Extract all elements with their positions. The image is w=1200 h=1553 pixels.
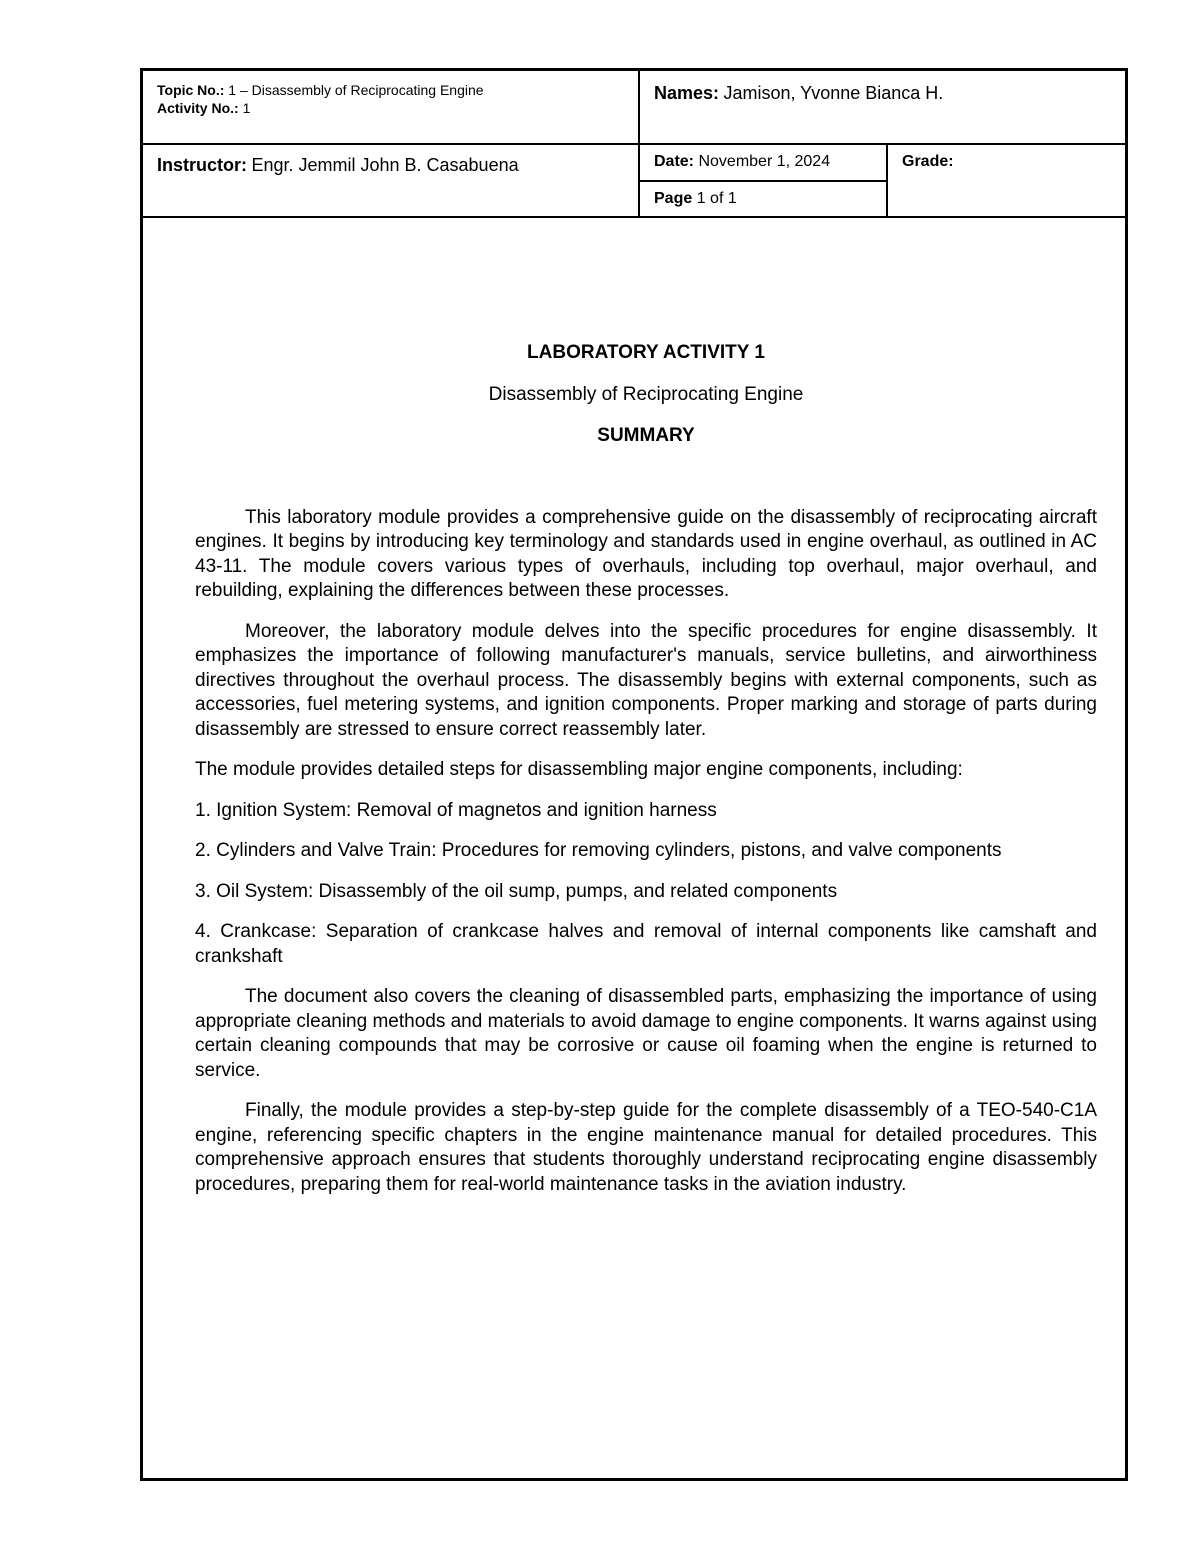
paragraph: The module provides detailed steps for disassembling major engine components, including: <box>195 759 963 780</box>
page-label: Page <box>654 190 693 207</box>
instructor-cell <box>143 144 639 217</box>
paragraph: Moreover, the laboratory module delves into the specific procedures for engine disassembly. It emphasizes the importance of following manufacturer's manuals, service bulletins, and airworthiness directives throughout the overhaul process. The disassembly begins with external components, such as accessories, fuel metering systems, and ignition components. Proper marking and storage of parts during disassembly are stressed to ensure correct reassembly later. <box>195 620 1097 740</box>
paragraph: The document also covers the cleaning of disassembled parts, emphasizing the importance of using appropriate cleaning methods and materials to avoid damage to engine components. It warns against using certain cleaning compounds that may be corrosive or cause oil foaming when the engine is returned to service. <box>195 986 1097 1081</box>
header-table <box>143 71 1125 218</box>
list-item: 3. Oil System: Disassembly of the oil sump, pumps, and related components <box>195 880 838 902</box>
section-heading: SUMMARY <box>597 425 695 446</box>
list-item: 1. Ignition System: Removal of magnetos and ignition harness <box>195 799 717 821</box>
names-cell <box>639 71 1125 144</box>
document-body <box>195 341 1097 1213</box>
grade-label: Grade: <box>902 153 954 170</box>
instructor-value: Engr. Jemmil John B. Casabuena <box>251 155 519 175</box>
instructor-label: Instructor: <box>157 155 247 175</box>
activity-value: 1 <box>242 100 251 116</box>
paragraph: Finally, the module provides a step-by-step guide for the complete disassembly of a TEO-540-C1A engine, referencing specific chapters in the engine maintenance manual for detailed procedures. This comprehensive approach ensures that students thoroughly understand reciprocating engine disassembly procedures, preparing them for real-world maintenance tasks in the aviation industry. <box>195 1100 1097 1195</box>
topic-cell <box>143 71 639 144</box>
date-label: Date: <box>654 153 695 170</box>
page-value: 1 of 1 <box>696 190 737 207</box>
names-value: Jamison, Yvonne Bianca H. <box>723 83 944 103</box>
document-frame <box>140 68 1128 1481</box>
page-subtitle: Disassembly of Reciprocating Engine <box>488 383 804 405</box>
list-item: 4. Crankcase: Separation of crankcase halves and removal of internal components like camshaft and crankshaft <box>195 921 1097 967</box>
date-cell <box>639 144 887 181</box>
names-label: Names: <box>654 83 720 103</box>
paragraph: This laboratory module provides a comprehensive guide on the disassembly of reciprocating aircraft engines. It begins by introducing key terminology and standards used in engine overhaul, as outlined in AC 43-11. The module covers various types of overhauls, including top overhaul, major overhaul, and rebuilding, explaining the differences between these processes. <box>195 506 1097 601</box>
page-cell <box>639 181 887 217</box>
grade-cell <box>887 144 1125 217</box>
topic-value: 1 – Disassembly of Reciprocating Engine <box>228 82 484 98</box>
date-value: November 1, 2024 <box>698 153 831 170</box>
page-title: LABORATORY ACTIVITY 1 <box>527 342 765 363</box>
list-item: 2. Cylinders and Valve Train: Procedures for removing cylinders, pistons, and valve components <box>195 840 1002 861</box>
activity-label: Activity No.: <box>157 100 239 116</box>
topic-label: Topic No.: <box>157 82 225 98</box>
